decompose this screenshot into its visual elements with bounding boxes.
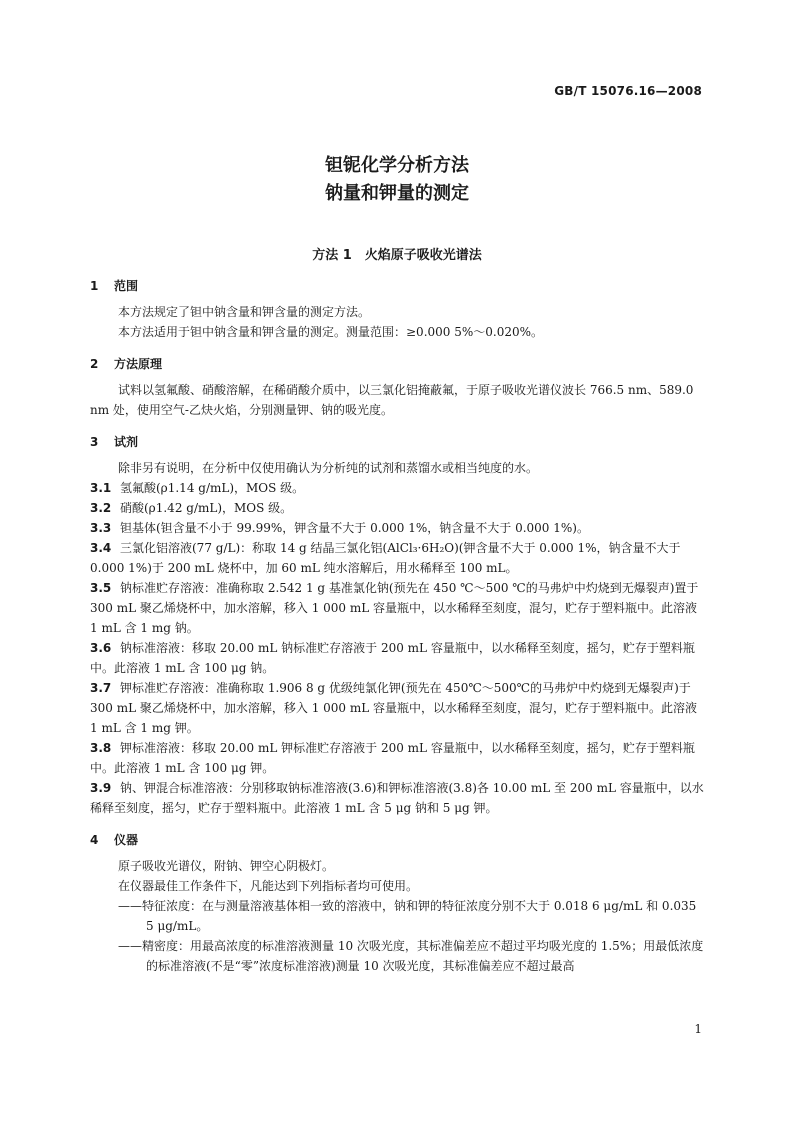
list-item: [90, 678, 706, 738]
item-number: 3.4: [90, 541, 112, 555]
section-number: 3: [90, 435, 99, 449]
list-item: [90, 538, 706, 578]
list-item: [90, 518, 706, 538]
list-item: [90, 498, 706, 518]
section-title: 仪器: [114, 833, 139, 847]
page-number: 1: [694, 1022, 702, 1036]
item-text: 三氯化铝溶液(77 g/L)：称取 14 g 结晶三氯化铝(AlCl₃·6H₂O)(钾含量不大于 0.000 1%，钠含量不大于 0.000 1%)于 200 mL 烧杯中，加 60 mL 纯水溶解后，用水稀释至 100 mL。: [90, 541, 681, 575]
list-item: [90, 778, 706, 818]
section-heading-apparatus: [90, 830, 706, 850]
section-heading-scope: [90, 276, 706, 296]
section-title: 范围: [114, 279, 139, 293]
document-title: [0, 152, 794, 208]
paragraph: 本方法适用于钽中钠含量和钾含量的测定。测量范围：≥0.000 5%～0.020%。: [118, 325, 544, 339]
item-number: 3.1: [90, 481, 112, 495]
section-title: 方法原理: [114, 357, 163, 371]
section-number: 4: [90, 833, 99, 847]
method-title: 方法 1 火焰原子吸收光谱法: [312, 248, 482, 263]
paragraph: 在仪器最佳工作条件下，凡能达到下列指标者均可使用。: [118, 879, 419, 893]
paragraph: 本方法规定了钽中钠含量和钾含量的测定方法。: [118, 305, 371, 319]
item-number: 3.2: [90, 501, 112, 515]
item-number: 3.9: [90, 781, 112, 795]
dash-list-item: ——特征浓度：在与测量溶液基体相一致的溶液中，钠和钾的特征浓度分别不大于 0.018 6 μg/mL 和 0.035 5 μg/mL。: [118, 899, 697, 933]
item-text: 钾标准贮存溶液：准确称取 1.906 8 g 优级纯氯化钾(预先在 450℃～500℃的马弗炉中灼烧到无爆裂声)于 300 mL 聚乙烯烧杯中，加水溶解，移入 1 000 mL 容量瓶中，以水稀释至刻度，混匀，贮存于塑料瓶中。此溶液 1 mL 含 1 mg 钾。: [90, 681, 698, 735]
item-number: 3.3: [90, 521, 112, 535]
section-title: 试剂: [114, 435, 139, 449]
paragraph: 除非另有说明，在分析中仅使用确认为分析纯的试剂和蒸馏水或相当纯度的水。: [118, 461, 539, 475]
item-number: 3.5: [90, 581, 112, 595]
list-item: [90, 738, 706, 778]
section-heading-principle: [90, 354, 706, 374]
item-text: 氢氟酸(ρ1.14 g/mL)，MOS 级。: [120, 481, 305, 495]
item-text: 钾标准溶液：移取 20.00 mL 钾标准贮存溶液于 200 mL 容量瓶中，以水稀释至刻度，摇匀，贮存于塑料瓶中。此溶液 1 mL 含 100 μg 钾。: [90, 741, 695, 775]
list-item: [90, 578, 706, 638]
title-line-2: 钠量和钾量的测定: [325, 183, 469, 204]
item-text: 硝酸(ρ1.42 g/mL)，MOS 级。: [120, 501, 293, 515]
list-item: [90, 478, 706, 498]
item-text: 钠、钾混合标准溶液：分别移取钠标准溶液(3.6)和钾标准溶液(3.8)各 10.00 mL 至 200 mL 容量瓶中，以水稀释至刻度，摇匀，贮存于塑料瓶中。此溶液 1 mL 含 5 μg 钠和 5 μg 钾。: [90, 781, 704, 815]
item-text: 钠标准贮存溶液：准确称取 2.542 1 g 基准氯化钠(预先在 450 ℃～500 ℃的马弗炉中灼烧到无爆裂声)置于 300 mL 聚乙烯烧杯中，加水溶解，移入 1 000 mL 容量瓶中，以水稀释至刻度，混匀，贮存于塑料瓶中。此溶液 1 mL 含 1 mg 钠。: [90, 581, 699, 635]
standard-code: GB/T 15076.16—2008: [554, 84, 702, 98]
item-number: 3.6: [90, 641, 112, 655]
section-number: 1: [90, 279, 99, 293]
list-item: [90, 638, 706, 678]
document-body: [90, 276, 706, 976]
item-number: 3.8: [90, 741, 112, 755]
title-line-1: 钽铌化学分析方法: [325, 155, 469, 176]
section-number: 2: [90, 357, 99, 371]
item-number: 3.7: [90, 681, 112, 695]
item-text: 钽基体(钽含量不小于 99.99%，钾含量不大于 0.000 1%，钠含量不大于 0.000 1%)。: [120, 521, 589, 535]
paragraph: 原子吸收光谱仪，附钠、钾空心阴极灯。: [118, 859, 335, 873]
item-text: 钠标准溶液：移取 20.00 mL 钠标准贮存溶液于 200 mL 容量瓶中，以水稀释至刻度，摇匀，贮存于塑料瓶中。此溶液 1 mL 含 100 μg 钠。: [90, 641, 695, 675]
dash-list-item: ——精密度：用最高浓度的标准溶液测量 10 次吸光度，其标准偏差应不超过平均吸光度的 1.5%；用最低浓度的标准溶液(不是“零”浓度标准溶液)测量 10 次吸光度，其标准偏差应不超过最高: [118, 939, 704, 973]
paragraph: 试料以氢氟酸、硝酸溶解，在稀硝酸介质中，以三氯化铝掩蔽氟，于原子吸收光谱仪波长 766.5 nm、589.0 nm 处，使用空气-乙炔火焰，分别测量钾、钠的吸光度。: [90, 383, 694, 417]
section-heading-reagents: [90, 432, 706, 452]
